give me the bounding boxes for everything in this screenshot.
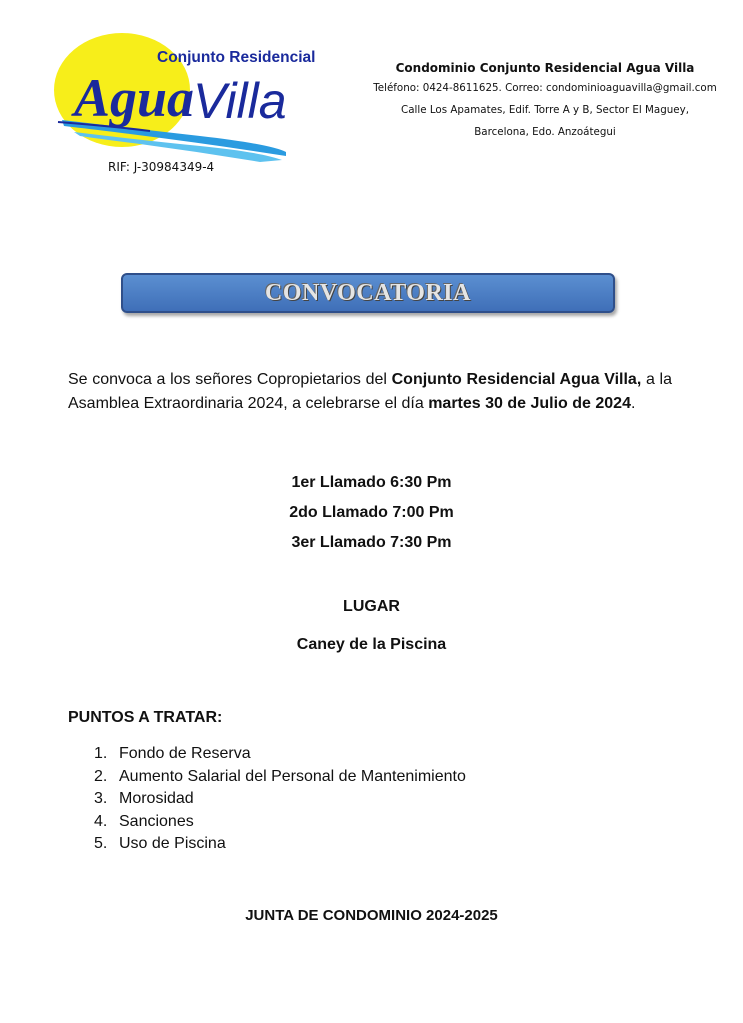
list-item-number: 5. <box>94 835 108 852</box>
list-item-text: Aumento Salarial del Personal de Mantenimiento <box>119 767 466 785</box>
header-title: Condominio Conjunto Residencial Agua Villa <box>395 61 695 75</box>
header-address-line-1: Calle Los Apamates, Edif. Torre A y B, Sector El Maguey, <box>401 104 689 116</box>
intro-text-1: Se convoca a los señores Copropietarios del <box>68 371 392 388</box>
list-item-number: 1. <box>94 745 108 762</box>
puntos-list <box>94 743 466 856</box>
logo-graphic <box>50 32 316 162</box>
banner-title: CONVOCATORIA <box>265 279 471 306</box>
list-item <box>94 833 466 856</box>
list-item <box>94 743 466 766</box>
list-item <box>94 766 466 789</box>
logo-word-villa: Villa <box>193 73 287 129</box>
convocatoria-banner <box>121 273 615 313</box>
list-item-text: Sanciones <box>119 812 194 830</box>
list-item-text: Fondo de Reserva <box>119 745 251 762</box>
list-item-number: 3. <box>94 790 108 807</box>
lugar-heading: LUGAR <box>343 598 400 615</box>
list-item <box>94 811 466 834</box>
lugar-value: Caney de la Piscina <box>296 636 447 653</box>
list-item <box>94 788 466 811</box>
intro-meeting-date: martes 30 de Julio de 2024 <box>428 395 631 412</box>
intro-text-2: a la Asamblea Extraordinaria 2024, a celebrarse el día <box>68 371 672 412</box>
list-item-text: Morosidad <box>119 790 194 807</box>
puntos-heading: PUNTOS A TRATAR: <box>68 709 223 726</box>
logo-word-agua: Agua <box>74 68 195 128</box>
list-item-number: 4. <box>94 812 108 830</box>
intro-paragraph <box>68 368 672 416</box>
logo-tagline: Conjunto Residencial <box>157 49 316 66</box>
rif-number: RIF: J-30984349-4 <box>108 160 215 174</box>
list-item-number: 2. <box>94 767 108 785</box>
intro-residence-name: Conjunto Residencial Agua Villa, <box>391 371 642 388</box>
second-call: 2do Llamado 7:00 Pm <box>289 504 454 521</box>
list-item-text: Uso de Piscina <box>119 835 226 852</box>
intro-text-3: . <box>630 395 636 412</box>
header-address-line-2: Barcelona, Edo. Anzoátegui <box>474 126 616 138</box>
footer-signature: JUNTA DE CONDOMINIO 2024-2025 <box>245 907 498 924</box>
first-call: 1er Llamado 6:30 Pm <box>291 474 452 491</box>
agua-villa-logo <box>50 32 316 162</box>
third-call: 3er Llamado 7:30 Pm <box>291 534 452 551</box>
header-contact: Teléfono: 0424-8611625. Correo: condominioaguavilla@gmail.com <box>373 82 717 94</box>
